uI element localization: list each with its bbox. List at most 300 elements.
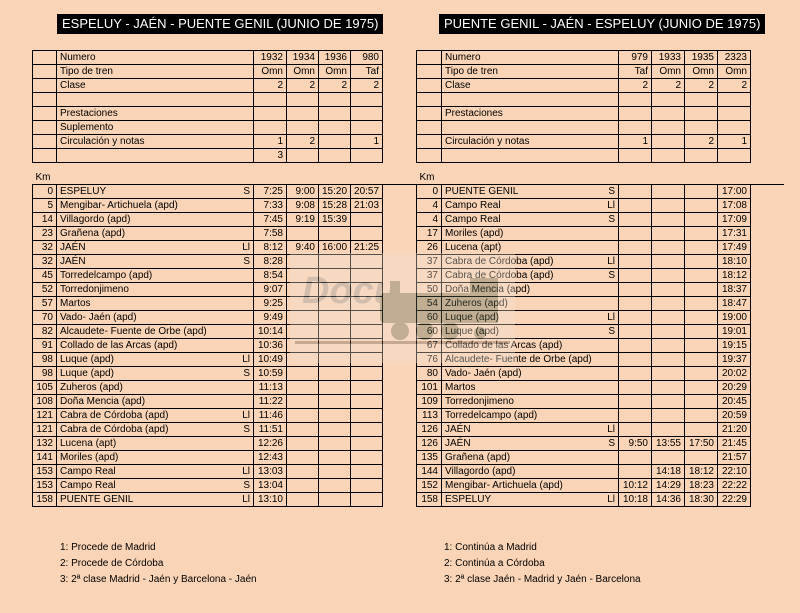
header-value: Taf: [351, 65, 383, 79]
station-cell: [442, 227, 619, 241]
station-cell: [57, 479, 254, 493]
time-cell: [685, 339, 718, 353]
km-cell: 121: [33, 423, 57, 437]
header-value: [351, 149, 383, 163]
km-cell: 109: [417, 395, 442, 409]
arrival-departure-flag: Ll: [242, 466, 250, 477]
time-cell: 15:28: [319, 199, 351, 213]
header-value: 1: [351, 135, 383, 149]
header-spacer: [33, 149, 57, 163]
timetable-row: [417, 339, 784, 353]
time-cell: [619, 185, 652, 199]
time-cell: [652, 185, 685, 199]
header-label: [442, 121, 619, 135]
time-cell: 18:30: [685, 493, 718, 507]
time-cell: [652, 297, 685, 311]
arrival-departure-flag: Ll: [607, 200, 615, 211]
header-value: 2: [619, 79, 652, 93]
time-cell: [652, 395, 685, 409]
time-cell: [652, 311, 685, 325]
station-cell: [57, 185, 254, 199]
time-cell: 14:36: [652, 493, 685, 507]
km-cell: 52: [33, 283, 57, 297]
km-label: Km: [417, 171, 442, 185]
header-spacer: [417, 121, 442, 135]
header-value: 2: [652, 79, 685, 93]
time-cell: 13:55: [652, 437, 685, 451]
time-cell: [619, 423, 652, 437]
time-cell: [319, 479, 351, 493]
header-row: [417, 65, 784, 79]
time-cell: [619, 269, 652, 283]
time-cell: [685, 409, 718, 423]
header-spacer: [417, 149, 442, 163]
time-cell: [319, 255, 351, 269]
time-cell: [319, 395, 351, 409]
header-value: Omn: [718, 65, 751, 79]
km-cell: 132: [33, 437, 57, 451]
header-spacer: [417, 135, 442, 149]
header-value: [652, 93, 685, 107]
station-cell: [442, 297, 619, 311]
time-cell: 17:09: [718, 213, 751, 227]
left-note-3: 3: 2ª clase Madrid - Jaén y Barcelona - Jaén: [60, 574, 257, 585]
time-cell: 11:13: [254, 381, 287, 395]
time-cell: [351, 283, 383, 297]
time-cell: [652, 339, 685, 353]
header-value: [619, 107, 652, 121]
station-name: Cabra de Córdoba (apd): [60, 410, 169, 421]
km-header-row: [33, 171, 416, 185]
time-cell: 20:59: [718, 409, 751, 423]
km-header-spacer: [319, 171, 351, 185]
header-value: 1: [718, 135, 751, 149]
right-header-table: [416, 50, 784, 163]
station-name: Martos: [60, 298, 91, 309]
time-cell: [619, 297, 652, 311]
timetable-row: [33, 423, 416, 437]
timetable-row: [33, 353, 416, 367]
station-cell: [442, 199, 619, 213]
header-spacer: [33, 121, 57, 135]
station-name: Zuheros (apd): [60, 382, 123, 393]
timetable-row: [33, 395, 416, 409]
time-cell: 17:49: [718, 241, 751, 255]
time-cell: [685, 381, 718, 395]
km-cell: 45: [33, 269, 57, 283]
km-cell: 135: [417, 451, 442, 465]
header-value: Taf: [619, 65, 652, 79]
time-cell: 9:40: [287, 241, 319, 255]
time-cell: [619, 311, 652, 325]
time-cell: [287, 353, 319, 367]
timetable-row: [417, 199, 784, 213]
header-value: [685, 121, 718, 135]
time-cell: [287, 409, 319, 423]
header-value: [287, 149, 319, 163]
station-name: Torredelcampo (apd): [60, 270, 153, 281]
station-name: Campo Real: [445, 200, 501, 211]
station-cell: [57, 339, 254, 353]
km-cell: 126: [417, 437, 442, 451]
time-cell: [652, 199, 685, 213]
arrival-departure-flag: Ll: [242, 242, 250, 253]
time-cell: [619, 227, 652, 241]
header-value: 1932: [254, 51, 287, 65]
time-cell: [685, 297, 718, 311]
header-label: Circulación y notas: [442, 135, 619, 149]
header-value: [619, 121, 652, 135]
time-cell: [287, 437, 319, 451]
time-cell: [619, 339, 652, 353]
time-cell: [652, 283, 685, 297]
km-cell: 158: [417, 493, 442, 507]
time-cell: [351, 367, 383, 381]
time-cell: [685, 423, 718, 437]
km-header-spacer: [351, 171, 383, 185]
time-cell: [287, 465, 319, 479]
arrival-departure-flag: Ll: [607, 256, 615, 267]
time-cell: 18:37: [718, 283, 751, 297]
header-value: 2323: [718, 51, 751, 65]
time-cell: [287, 339, 319, 353]
station-name: Martos: [445, 382, 476, 393]
station-cell: [442, 241, 619, 255]
km-cell: 101: [417, 381, 442, 395]
header-value: 2: [685, 135, 718, 149]
time-cell: 18:47: [718, 297, 751, 311]
time-cell: [319, 283, 351, 297]
station-cell: [442, 185, 619, 199]
header-label: [57, 93, 254, 107]
time-cell: [319, 269, 351, 283]
time-cell: [619, 241, 652, 255]
time-cell: [685, 451, 718, 465]
header-spacer: [417, 93, 442, 107]
right-title: PUENTE GENIL - JAÉN - ESPELUY (JUNIO DE 1975): [439, 14, 765, 34]
time-cell: 21:25: [351, 241, 383, 255]
timetable-row: [33, 199, 416, 213]
time-cell: [287, 493, 319, 507]
header-label: Prestaciones: [57, 107, 254, 121]
time-cell: 20:29: [718, 381, 751, 395]
time-cell: [287, 311, 319, 325]
km-cell: 4: [417, 213, 442, 227]
header-row: [33, 121, 416, 135]
time-cell: 9:25: [254, 297, 287, 311]
header-row: [417, 135, 784, 149]
time-cell: 7:45: [254, 213, 287, 227]
timetable-row: [33, 213, 416, 227]
time-cell: [685, 269, 718, 283]
header-label: Tipo de tren: [57, 65, 254, 79]
header-row: [33, 107, 416, 121]
km-cell: 37: [417, 255, 442, 269]
time-cell: [619, 395, 652, 409]
header-spacer: [33, 93, 57, 107]
time-cell: [287, 297, 319, 311]
header-value: [287, 107, 319, 121]
header-row: [417, 51, 784, 65]
header-value: [718, 149, 751, 163]
right-note-2: 2: Continúa a Córdoba: [444, 558, 545, 569]
header-value: [254, 93, 287, 107]
header-row: [417, 121, 784, 135]
km-header-spacer: [751, 171, 784, 185]
station-cell: [442, 493, 619, 507]
header-value: Omn: [287, 65, 319, 79]
time-cell: [685, 241, 718, 255]
arrival-departure-flag: S: [243, 480, 250, 491]
station-cell: [442, 423, 619, 437]
timetable-row: [33, 465, 416, 479]
km-cell: 67: [417, 339, 442, 353]
time-cell: [619, 381, 652, 395]
time-cell: 22:10: [718, 465, 751, 479]
time-cell: 11:46: [254, 409, 287, 423]
time-cell: [319, 493, 351, 507]
header-value: [718, 121, 751, 135]
header-spacer: [33, 135, 57, 149]
time-cell: 13:04: [254, 479, 287, 493]
timetable-row: [417, 423, 784, 437]
km-cell: 0: [33, 185, 57, 199]
station-cell: [442, 283, 619, 297]
time-cell: 11:51: [254, 423, 287, 437]
time-cell: [351, 297, 383, 311]
km-cell: 32: [33, 255, 57, 269]
time-cell: [351, 381, 383, 395]
km-cell: 60: [417, 325, 442, 339]
km-cell: 91: [33, 339, 57, 353]
header-value: [619, 93, 652, 107]
km-cell: 37: [417, 269, 442, 283]
time-cell: 21:45: [718, 437, 751, 451]
time-cell: [685, 311, 718, 325]
arrival-departure-flag: S: [608, 214, 615, 225]
header-spacer: [417, 107, 442, 121]
header-value: [685, 149, 718, 163]
station-cell: [57, 213, 254, 227]
header-value: 2: [718, 79, 751, 93]
time-cell: 10:59: [254, 367, 287, 381]
time-cell: [351, 325, 383, 339]
time-cell: [685, 325, 718, 339]
header-value: Omn: [652, 65, 685, 79]
km-cell: 17: [417, 227, 442, 241]
time-cell: [351, 493, 383, 507]
km-cell: 54: [417, 297, 442, 311]
station-name: Torredonjimeno: [445, 396, 514, 407]
station-name: Campo Real: [445, 214, 501, 225]
time-cell: 14:18: [652, 465, 685, 479]
time-cell: [685, 227, 718, 241]
arrival-departure-flag: Ll: [607, 424, 615, 435]
timetable-row: [33, 283, 416, 297]
time-cell: 9:07: [254, 283, 287, 297]
km-header-spacer: [652, 171, 685, 185]
km-cell: 32: [33, 241, 57, 255]
time-cell: [652, 241, 685, 255]
time-cell: [287, 395, 319, 409]
km-cell: 23: [33, 227, 57, 241]
timetable-row: [417, 213, 784, 227]
station-name: Doña Mencia (apd): [445, 284, 531, 295]
timetable-row: [33, 479, 416, 493]
timetable-row: [417, 451, 784, 465]
time-cell: 18:10: [718, 255, 751, 269]
km-header-spacer: [685, 171, 718, 185]
timetable-row: [417, 255, 784, 269]
time-cell: [351, 339, 383, 353]
km-cell: 141: [33, 451, 57, 465]
header-value: 2: [287, 79, 319, 93]
time-cell: [652, 409, 685, 423]
km-cell: 80: [417, 367, 442, 381]
time-cell: [319, 423, 351, 437]
station-cell: [442, 339, 619, 353]
header-value: 1: [619, 135, 652, 149]
timetable-row: [33, 409, 416, 423]
station-cell: [57, 465, 254, 479]
arrival-departure-flag: Ll: [242, 494, 250, 505]
time-cell: 9:49: [254, 311, 287, 325]
time-cell: [652, 451, 685, 465]
header-label: Clase: [57, 79, 254, 93]
km-cell: 60: [417, 311, 442, 325]
station-cell: [57, 353, 254, 367]
time-cell: 11:22: [254, 395, 287, 409]
header-spacer: [33, 51, 57, 65]
timetable-row: [417, 269, 784, 283]
timetable-row: [417, 381, 784, 395]
time-cell: 10:14: [254, 325, 287, 339]
time-cell: 21:03: [351, 199, 383, 213]
time-cell: [619, 213, 652, 227]
time-cell: 19:15: [718, 339, 751, 353]
header-label: Numero: [442, 51, 619, 65]
time-cell: [319, 325, 351, 339]
station-cell: [57, 255, 254, 269]
time-cell: [652, 423, 685, 437]
time-cell: 17:08: [718, 199, 751, 213]
station-cell: [57, 451, 254, 465]
km-cell: 126: [417, 423, 442, 437]
time-cell: 21:57: [718, 451, 751, 465]
header-value: 1935: [685, 51, 718, 65]
timetable-row: [33, 339, 416, 353]
km-cell: 153: [33, 465, 57, 479]
header-value: [652, 107, 685, 121]
header-value: 2: [351, 79, 383, 93]
km-cell: 14: [33, 213, 57, 227]
header-value: 2: [319, 79, 351, 93]
timetable-row: [417, 227, 784, 241]
station-name: Luque (apd): [60, 368, 114, 379]
time-cell: [319, 311, 351, 325]
km-header-spacer: [442, 171, 619, 185]
time-cell: [652, 367, 685, 381]
time-cell: [619, 325, 652, 339]
station-cell: [442, 465, 619, 479]
header-value: 979: [619, 51, 652, 65]
arrival-departure-flag: S: [608, 186, 615, 197]
header-value: [351, 107, 383, 121]
time-cell: [619, 367, 652, 381]
time-cell: [319, 339, 351, 353]
station-name: JAÉN: [60, 242, 86, 253]
arrival-departure-flag: S: [243, 368, 250, 379]
station-name: Mengibar- Artichuela (apd): [60, 200, 178, 211]
time-cell: 10:36: [254, 339, 287, 353]
station-name: PUENTE GENIL: [445, 186, 519, 197]
header-value: [351, 121, 383, 135]
time-cell: 18:23: [685, 479, 718, 493]
time-cell: [287, 255, 319, 269]
time-cell: [685, 353, 718, 367]
time-cell: [685, 255, 718, 269]
km-cell: 144: [417, 465, 442, 479]
time-cell: 12:26: [254, 437, 287, 451]
time-cell: 9:50: [619, 437, 652, 451]
timetable-row: [417, 241, 784, 255]
time-cell: 15:39: [319, 213, 351, 227]
header-value: 980: [351, 51, 383, 65]
station-cell: [57, 311, 254, 325]
time-cell: [652, 227, 685, 241]
time-cell: [287, 283, 319, 297]
km-cell: 152: [417, 479, 442, 493]
time-cell: [319, 367, 351, 381]
header-row: [33, 65, 416, 79]
station-cell: [57, 409, 254, 423]
timetable-row: [33, 381, 416, 395]
time-cell: [685, 395, 718, 409]
time-cell: [351, 465, 383, 479]
time-cell: [319, 437, 351, 451]
time-cell: [351, 409, 383, 423]
station-cell: [442, 353, 619, 367]
station-cell: [442, 269, 619, 283]
header-label: Clase: [442, 79, 619, 93]
header-row: [417, 149, 784, 163]
time-cell: [287, 423, 319, 437]
km-cell: 5: [33, 199, 57, 213]
header-label: Suplemento: [57, 121, 254, 135]
time-cell: 9:19: [287, 213, 319, 227]
time-cell: [619, 283, 652, 297]
station-cell: [57, 367, 254, 381]
time-cell: 8:54: [254, 269, 287, 283]
header-value: [319, 93, 351, 107]
station-cell: [442, 311, 619, 325]
km-cell: 50: [417, 283, 442, 297]
header-value: [254, 121, 287, 135]
time-cell: [619, 255, 652, 269]
station-name: Grañena (apd): [60, 228, 126, 239]
header-label: [442, 93, 619, 107]
time-cell: [351, 227, 383, 241]
station-name: Luque (apd): [445, 326, 499, 337]
header-value: 2: [685, 79, 718, 93]
time-cell: [351, 395, 383, 409]
time-cell: 7:25: [254, 185, 287, 199]
km-header-spacer: [718, 171, 751, 185]
arrival-departure-flag: Ll: [242, 410, 250, 421]
header-row: [33, 79, 416, 93]
header-value: [319, 149, 351, 163]
time-cell: [319, 353, 351, 367]
